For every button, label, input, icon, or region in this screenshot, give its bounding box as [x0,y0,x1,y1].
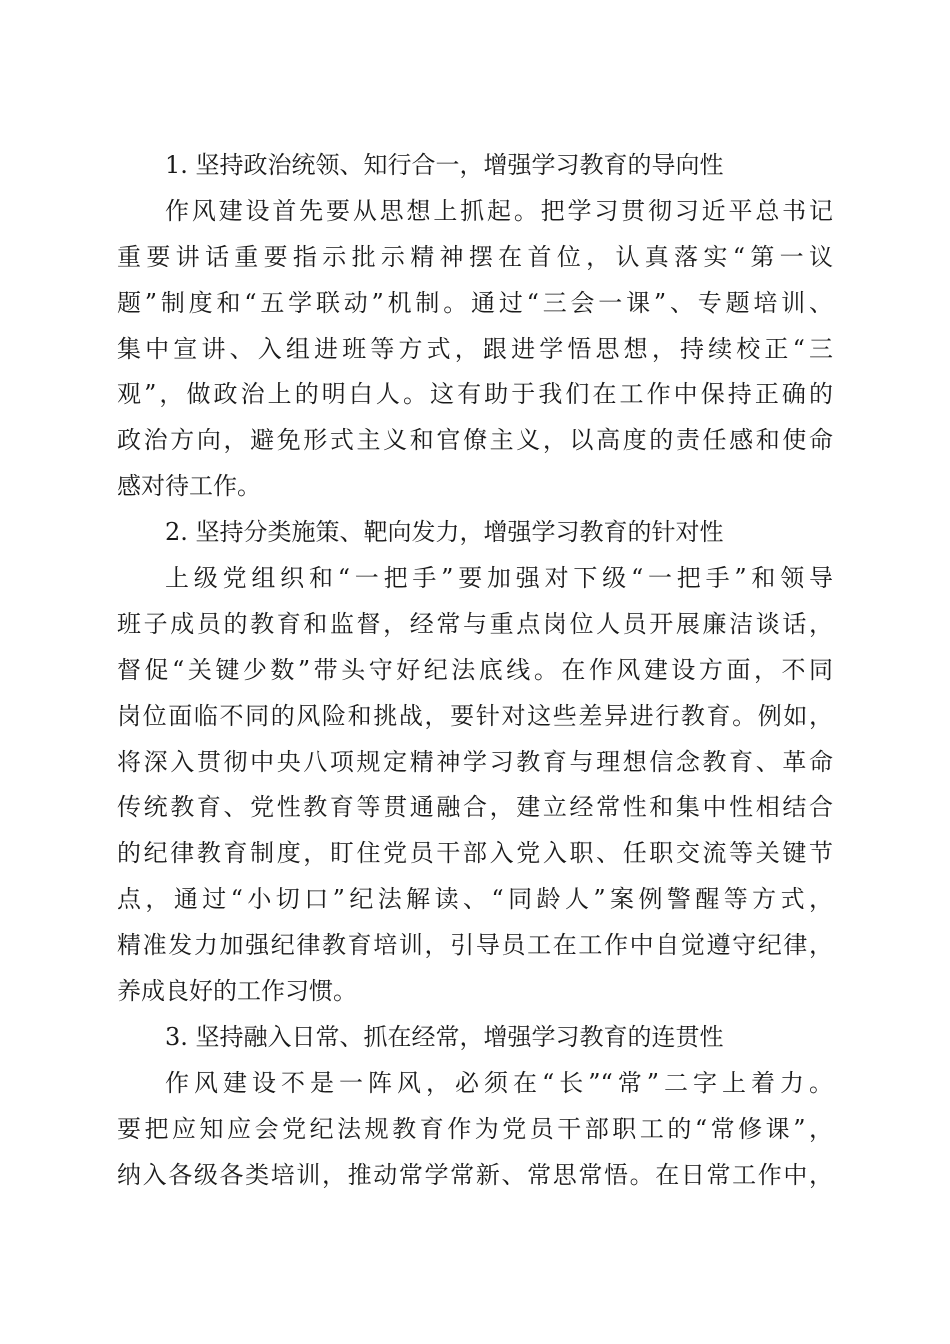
paragraph-line: 观”，做政治上的明白人。这有助于我们在工作中保持正确的 [117,380,833,409]
paragraph-line: 督促“关键少数”带头守好纪法底线。在作风建设方面，不同 [117,655,833,684]
section-3-heading: 3. 坚持融入日常、抓在经常，增强学习教育的连贯性 [165,1022,724,1051]
paragraph-line: 政治方向，避免形式主义和官僚主义，以高度的责任感和使命 [117,426,833,455]
paragraph-line: 精准发力加强纪律教育培训，引导员工在工作中自觉遵守纪律， [117,931,833,960]
section-1-heading: 1. 坚持政治统领、知行合一，增强学习教育的导向性 [165,151,724,179]
paragraph-line: 岗位面临不同的风险和挑战，要针对这些差异进行教育。例如， [117,701,833,730]
paragraph-line: 班子成员的教育和监督，经常与重点岗位人员开展廉洁谈话， [117,609,833,638]
paragraph-line: 传统教育、党性教育等贯通融合，建立经常性和集中性相结合 [117,793,833,822]
paragraph-line: 点，通过“小切口”纪法解读、“同龄人”案例警醒等方式， [117,885,833,914]
paragraph-line: 作风建设不是一阵风，必须在“长”“常”二字上着力。 [165,1068,833,1097]
paragraph-line: 集中宣讲、入组进班等方式，跟进学悟思想，持续校正“三 [117,334,833,363]
document-body [117,143,833,1198]
paragraph-line: 作风建设首先要从思想上抓起。把学习贯彻习近平总书记 [165,196,833,225]
paragraph-line: 感对待工作。 [117,472,261,501]
paragraph-line: 重要讲话重要指示批示精神摆在首位，认真落实“第一议 [117,242,833,271]
paragraph-line: 题”制度和“五学联动”机制。通过“三会一课”、专题培训、 [117,288,833,317]
section-2-heading: 2. 坚持分类施策、靶向发力，增强学习教育的针对性 [165,518,724,547]
paragraph-line: 上级党组织和“一把手”要加强对下级“一把手”和领导 [165,564,833,593]
paragraph-line: 养成良好的工作习惯。 [117,977,357,1006]
paragraph-line: 纳入各级各类培训，推动常学常新、常思常悟。在日常工作中， [117,1160,833,1189]
paragraph-line: 将深入贯彻中央八项规定精神学习教育与理想信念教育、革命 [117,747,833,776]
paragraph-line: 要把应知应会党纪法规教育作为党员干部职工的“常修课”， [117,1114,833,1143]
paragraph-line: 的纪律教育制度，盯住党员干部入党入职、任职交流等关键节 [117,839,833,868]
